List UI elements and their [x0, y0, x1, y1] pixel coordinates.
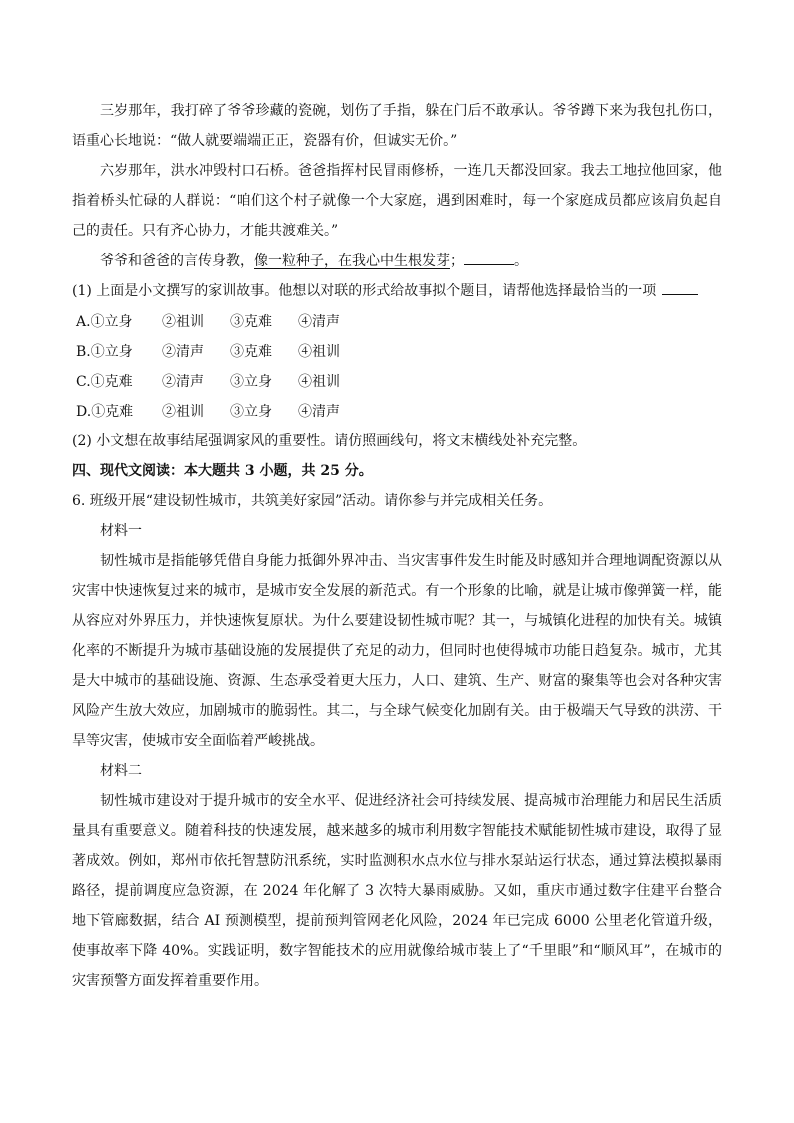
option-item: ④祖训 [298, 344, 340, 360]
option-item: ②清声 [162, 374, 204, 390]
option-letter: C. [76, 374, 91, 390]
option-letter: D. [76, 404, 92, 420]
option-a[interactable] [72, 306, 722, 336]
option-item: ④祖训 [298, 374, 340, 390]
option-item: ③克难 [230, 344, 272, 360]
option-letter: A. [76, 314, 91, 330]
question-1-answer-blank[interactable] [662, 278, 698, 295]
question-1-text: (1) 上面是小文撰写的家训故事。他想以对联的形式给故事拟个题目，请帮他选择最恰当的一项 [72, 283, 657, 299]
story-p3-end: 。 [514, 253, 528, 269]
story-paragraph-1: 三岁那年，我打碎了爷爷珍藏的瓷碗，划伤了手指，躲在门后不敢承认。爷爷蹲下来为我包扎伤口，语重心长地说：“做人就要端端正正，瓷器有价，但诚实无价。” [72, 103, 722, 149]
option-item: ④清声 [298, 404, 340, 420]
material-2-text: 韧性城市建设对于提升城市的安全水平、促进经济社会可持续发展、提高城市治理能力和居民生活质量具有重要意义。随着科技的快速发展，越来越多的城市利用数字智能技术赋能韧性城市建设，取得了显著成效。例如，郑州市依托智慧防汛系统，实时监测积水点水位与排水泵站运行状态，通过算法模拟暴雨路径，提前调度应急资源，在 2024 年化解了 3 次特大暴雨威胁。又如，重庆市通过数字住建平台整合地下管廊数据，结合 AI 预测模型，提前预判管网老化风险，2024 年已完成 6000 公里老化管道升级，使事故率下降 40%。实践证明，数字智能技术的应用就像给城市装上了“千里眼”和“顺风耳”，在城市的灾害预警方面发挥着重要作用。 [72, 793, 722, 989]
material-1-text: 韧性城市是指能够凭借自身能力抵御外界冲击、当灾害事件发生时能及时感知并合理地调配资源以从灾害中快速恢复过来的城市，是城市安全发展的新范式。有一个形象的比喻，就是让城市像弹簧一样，能从容应对外界压力，并快速恢复原状。为什么要建设韧性城市呢？其一，与城镇化进程的加快有关。城镇化率的不断提升为城市基础设施的发展提供了充足的动力，但同时也使得城市功能日趋复杂。城市，尤其是大中城市的基础设施、资源、生态承受着更大压力，人口、建筑、生产、财富的聚集等也会对各种灾害风险产生放大效应，加剧城市的脆弱性。其二，与全球气候变化加剧有关。由于极端天气导致的洪涝、干旱等灾害，使城市安全面临着严峻挑战。 [72, 553, 722, 749]
material-2-title: 材料二 [100, 763, 142, 779]
option-item: ②清声 [162, 344, 204, 360]
option-item: ③立身 [230, 404, 272, 420]
story-paragraph-3 [72, 246, 722, 276]
question-1-stem [72, 276, 722, 306]
option-item: ①克难 [91, 404, 134, 420]
option-item: ③克难 [230, 314, 272, 330]
option-item: ②祖训 [162, 314, 204, 330]
answer-blank[interactable] [464, 248, 514, 265]
option-letter: B. [76, 344, 91, 360]
option-b[interactable] [72, 336, 722, 366]
question-6-stem: 6. 班级开展“建设韧性城市，共筑美好家园”活动。请你参与并完成相关任务。 [72, 493, 553, 509]
story-p3-prefix: 爷爷和爸爸的言传身教， [100, 253, 254, 269]
question-2-stem: (2) 小文想在故事结尾强调家风的重要性。请仿照画线句，将文末横线处补充完整。 [72, 433, 587, 449]
section-4-heading: 四、现代文阅读：本大题共 3 小题，共 25 分。 [72, 463, 373, 479]
option-item: ③立身 [230, 374, 272, 390]
option-item: ①克难 [90, 374, 133, 390]
underlined-sentence: 像一粒种子，在我心中生根发芽 [254, 253, 450, 269]
option-item: ②祖训 [162, 404, 204, 420]
page-content [72, 96, 722, 996]
material-1-title: 材料一 [100, 523, 142, 539]
option-item: ①立身 [90, 344, 133, 360]
story-paragraph-2: 六岁那年，洪水冲毁村口石桥。爸爸指挥村民冒雨修桥，一连几天都没回家。我去工地拉他回家，他指着桥头忙碌的人群说：“咱们这个村子就像一个大家庭，遇到困难时，每一个家庭成员都应该肩负起自己的责任。只有齐心协力，才能共渡难关。” [72, 163, 722, 239]
option-d[interactable] [72, 396, 722, 426]
option-c[interactable] [72, 366, 722, 396]
option-item: ①立身 [90, 314, 133, 330]
option-item: ④清声 [298, 314, 340, 330]
story-p3-sep: ； [450, 253, 464, 269]
